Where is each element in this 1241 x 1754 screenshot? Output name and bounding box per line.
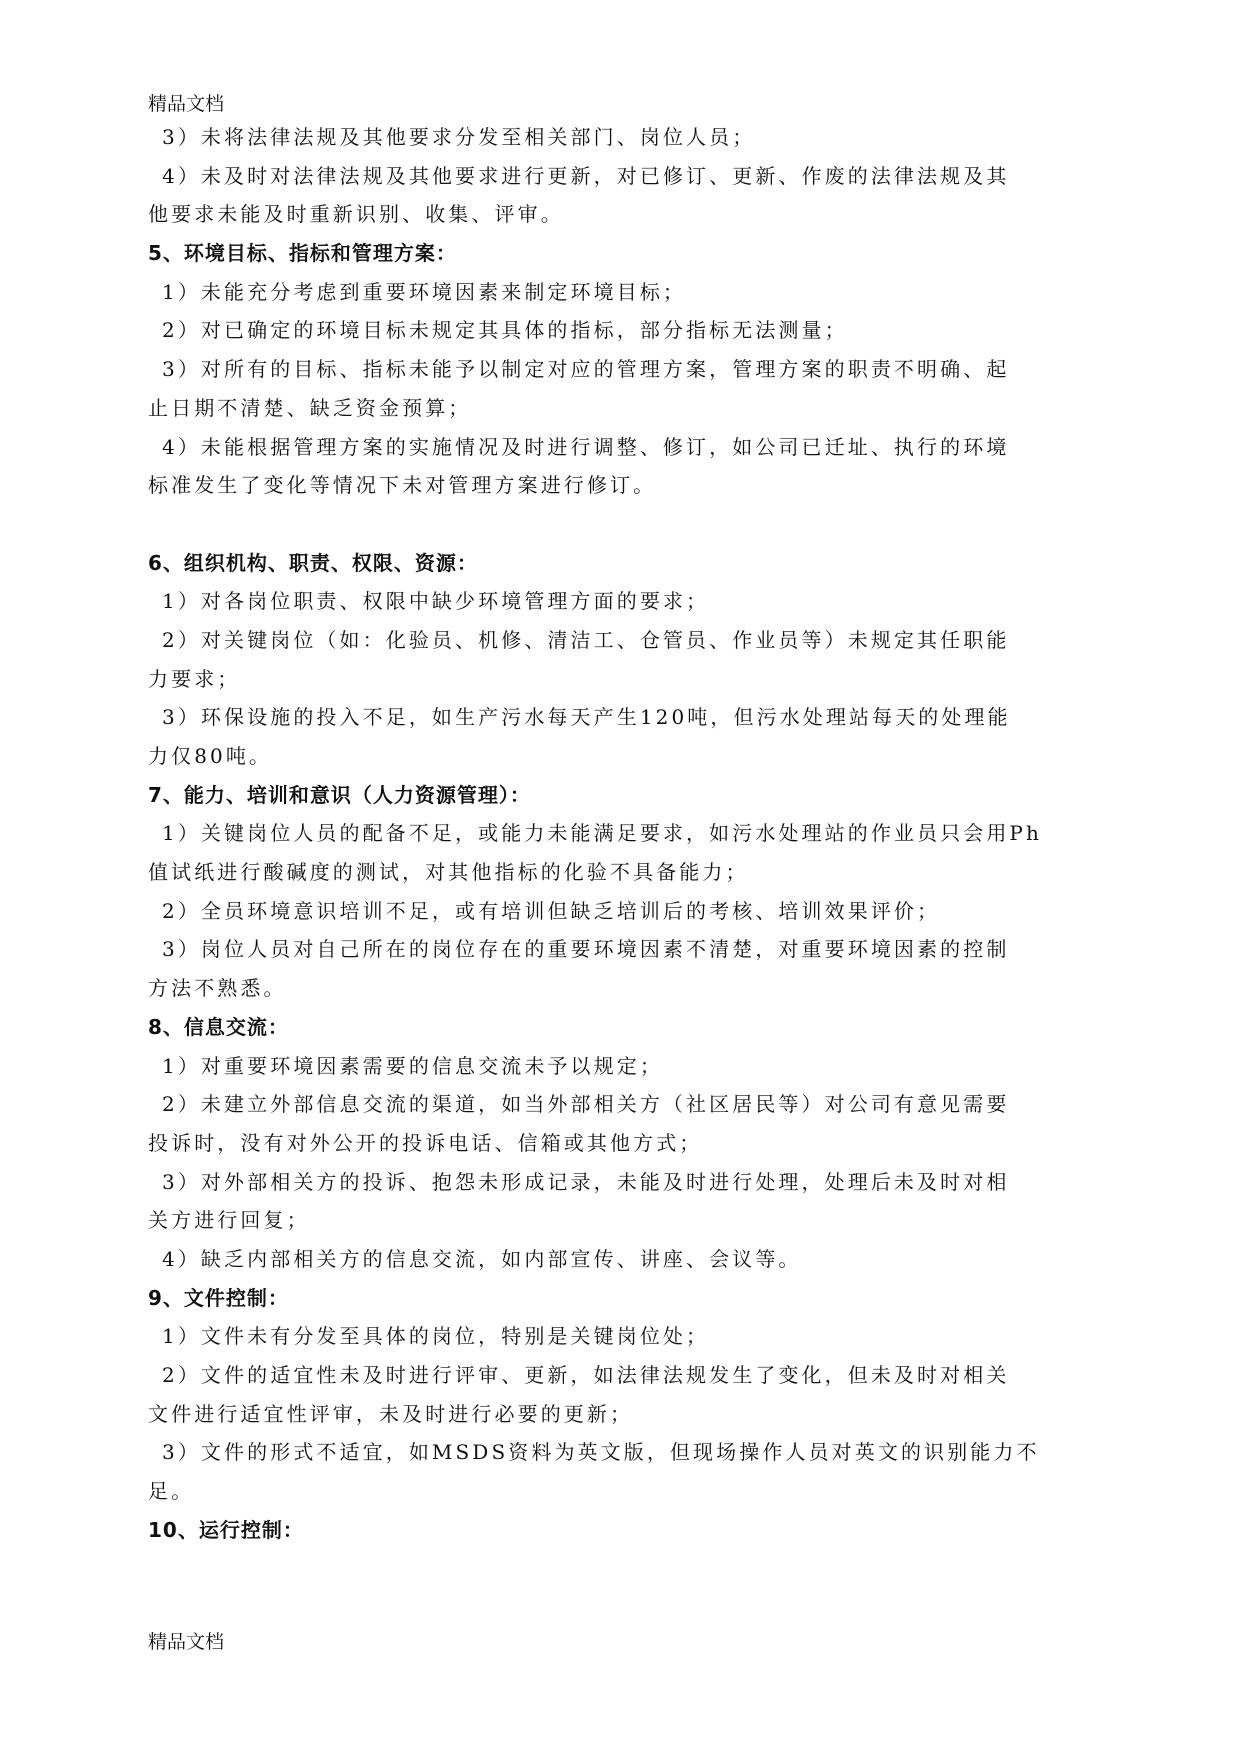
item-line: 投诉时，没有对外公开的投诉电话、信箱或其他方式； (148, 1130, 703, 1155)
item-line: 方法不熟悉。 (148, 976, 287, 1001)
item-line: 2）未建立外部信息交流的渠道，如当外部相关方（社区居民等）对公司有意见需要 (162, 1092, 1010, 1117)
item-line: 力仅80吨。 (148, 744, 273, 768)
item-line: 2）全员环境意识培训不足，或有培训但缺乏培训后的考核、培训效果评价； (162, 898, 941, 923)
page-header: 精品文档 (148, 93, 225, 115)
item-line: 3）环保设施的投入不足，如生产污水每天产生120吨，但污水处理站每天的处理能 (162, 705, 1011, 730)
item-line: 2）文件的适宜性未及时进行评审、更新，如法律法规发生了变化，但未及时对相关 (162, 1363, 1010, 1387)
item-line: 值试纸进行酸碱度的测试，对其他指标的化验不具备能力； (148, 860, 749, 885)
item-line: 3）对外部相关方的投诉、抱怨未形成记录，未能及时进行处理，处理后未及时对相 (162, 1169, 1010, 1194)
item-line: 关方进行回复； (148, 1208, 310, 1233)
page-footer: 精品文档 (148, 1631, 225, 1653)
item-line: 止日期不清楚、缺乏资金预算； (148, 395, 472, 420)
blank-line (148, 505, 1094, 544)
section-heading: 7、能力、培训和意识（人力资源管理）： (148, 782, 531, 807)
document-body (148, 118, 1094, 1549)
item-line: 1）关键岗位人员的配备不足，或能力未能满足要求，如污水处理站的作业员只会用Ph (162, 821, 1042, 846)
item-line: 标准发生了变化等情况下未对管理方案进行修订。 (148, 473, 657, 498)
item-line: 1）对各岗位职责、权限中缺少环境管理方面的要求； (162, 589, 710, 614)
item-line: 他要求未能及时重新识别、收集、评审。 (148, 202, 564, 227)
item-line: 3）岗位人员对自己所在的岗位存在的重要环境因素不清楚，对重要环境因素的控制 (162, 937, 1010, 962)
section-heading: 6、组织机构、职责、权限、资源： (148, 550, 478, 575)
item-line: 4）缺乏内部相关方的信息交流，如内部宣传、讲座、会议等。 (162, 1246, 802, 1271)
item-line: 4）未及时对法律法规及其他要求进行更新，对已修订、更新、作废的法律法规及其 (162, 163, 1010, 188)
item-line: 3）对所有的目标、指标未能予以制定对应的管理方案，管理方案的职责不明确、起 (162, 357, 1010, 382)
item-line: 4）未能根据管理方案的实施情况及时进行调整、修订，如公司已迁址、执行的环境 (162, 434, 1010, 459)
section-heading: 9、文件控制： (148, 1285, 289, 1310)
section-heading: 10、运行控制： (148, 1517, 304, 1542)
section-heading: 8、信息交流： (148, 1014, 289, 1039)
item-line: 1）文件未有分发至具体的岗位，特别是关键岗位处； (162, 1324, 710, 1349)
item-line: 1）未能充分考虑到重要环境因素来制定环境目标； (162, 279, 687, 304)
item-line: 文件进行适宜性评审，未及时进行必要的更新； (148, 1401, 634, 1426)
item-line: 2）对已确定的环境目标未规定其具体的指标，部分指标无法测量； (162, 318, 848, 343)
item-line: 3）文件的形式不适宜，如MSDS资料为英文版，但现场操作人员对英文的识别能力不 (162, 1440, 1040, 1465)
item-line: 足。 (148, 1479, 195, 1504)
item-line: 1）对重要环境因素需要的信息交流未予以规定； (162, 1053, 663, 1078)
section-heading: 5、环境目标、指标和管理方案： (148, 241, 457, 266)
item-line: 3）未将法律法规及其他要求分发至相关部门、岗位人员； (162, 125, 756, 149)
item-line: 力要求； (148, 666, 241, 691)
item-line: 2）对关键岗位（如：化验员、机修、清洁工、仓管员、作业员等）未规定其任职能 (162, 627, 1010, 652)
